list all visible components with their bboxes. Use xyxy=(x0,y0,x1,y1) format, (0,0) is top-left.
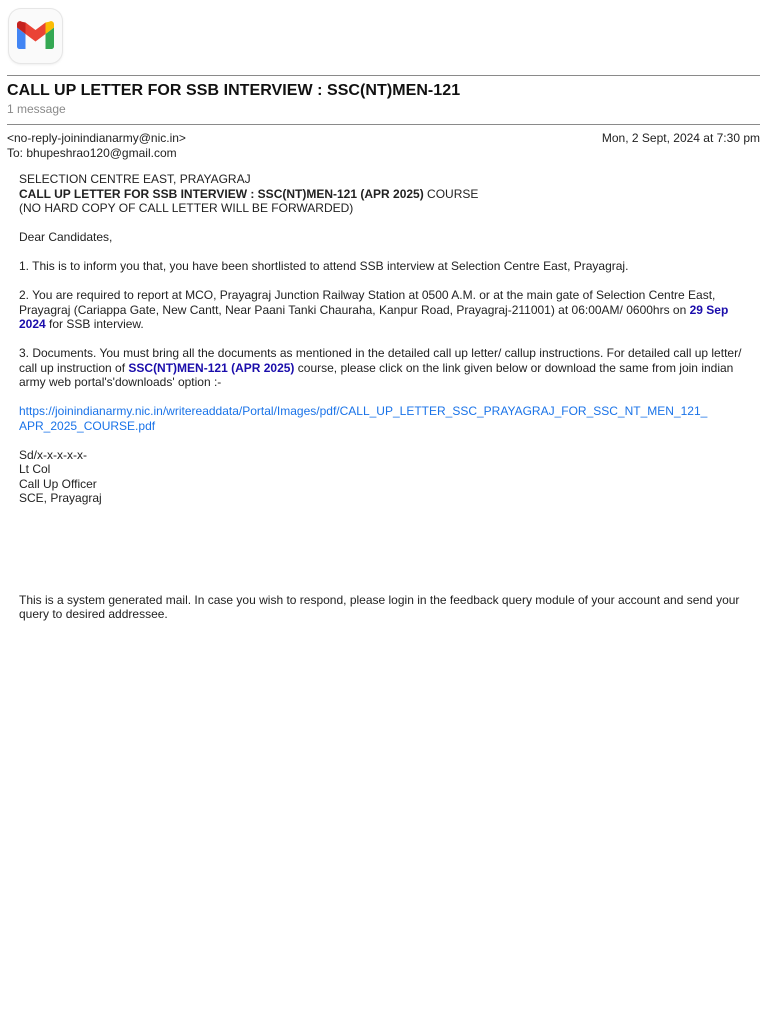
call-up-letter-link[interactable] xyxy=(19,404,751,433)
paragraph-2-text-a: 2. You are required to report at MCO, Prayagraj Junction Railway Station at 0500 A.M. or at the main gate of Selection Centre East, Prayagraj (Cariappa Gate, New Cantt, Near Paani Tanki Chauraha, Kanpur Road, Prayagraj-211001) at 06:00AM/ 0600hrs on xyxy=(19,288,716,317)
centre-name: SELECTION CENTRE EAST, PRAYAGRAJ xyxy=(19,172,251,186)
paragraph-3-text-b: course, please click on the link given below or download the same from join indian army web portal's'downloads' option :- xyxy=(19,360,734,389)
message-count: 1 message xyxy=(7,102,66,116)
header-divider xyxy=(7,75,760,76)
recipient-address: To: bhupeshrao120@gmail.com xyxy=(7,146,177,160)
email-subject: CALL UP LETTER FOR SSB INTERVIEW : SSC(NT)MEN-121 xyxy=(7,82,461,99)
paragraph-1: 1. This is to inform you that, you have been shortlisted to attend SSB interview at Selection Centre East, Prayagraj. xyxy=(19,259,629,273)
letter-title-bold: CALL UP LETTER FOR SSB INTERVIEW : SSC(NT)MEN-121 (APR 2025) xyxy=(19,186,424,201)
gmail-m-icon xyxy=(17,21,54,49)
paragraph-2 xyxy=(19,288,751,332)
signature-sd: Sd/x-x-x-x-x- xyxy=(19,447,87,462)
no-hard-copy-note: (NO HARD COPY OF CALL LETTER WILL BE FORWARDED) xyxy=(19,201,354,215)
paragraph-3-text-a: 3. Documents. You must bring all the documents as mentioned in the detailed call up letter/ callup instructions. For detailed call up letter/ call up instruction of xyxy=(19,346,742,375)
letter-title-rest: COURSE xyxy=(423,186,479,201)
email-date: Mon, 2 Sept, 2024 at 7:30 pm xyxy=(601,131,760,145)
report-date: 29 Sep 2024 xyxy=(19,302,729,331)
system-generated-footer: This is a system generated mail. In case you wish to respond, please login in the feedback query module of your account and send your query to desired addressee. xyxy=(19,592,740,621)
gmail-logo-icon xyxy=(9,9,62,63)
letter-title xyxy=(19,187,751,202)
subject-divider xyxy=(7,124,760,125)
signature-rank: Lt Col xyxy=(19,462,51,476)
email-body xyxy=(19,172,751,622)
signature-title: Call Up Officer xyxy=(19,476,97,491)
greeting: Dear Candidates, xyxy=(19,230,113,244)
sender-address: <no-reply-joinindianarmy@nic.in> xyxy=(7,131,186,145)
link-line-1: https://joinindianarmy.nic.in/writereaddata/Portal/Images/pdf/CALL_UP_LETTER_SSC_PRAYAGRAJ_FOR_SSC_NT_MEN_121_ xyxy=(19,404,708,418)
link-line-2: APR_2025_COURSE.pdf xyxy=(19,418,156,433)
signature-unit: SCE, Prayagraj xyxy=(19,491,102,505)
paragraph-2-text-b: for SSB interview. xyxy=(45,317,144,331)
paragraph-3 xyxy=(19,346,751,390)
course-name: SSC(NT)MEN-121 (APR 2025) xyxy=(128,360,295,375)
